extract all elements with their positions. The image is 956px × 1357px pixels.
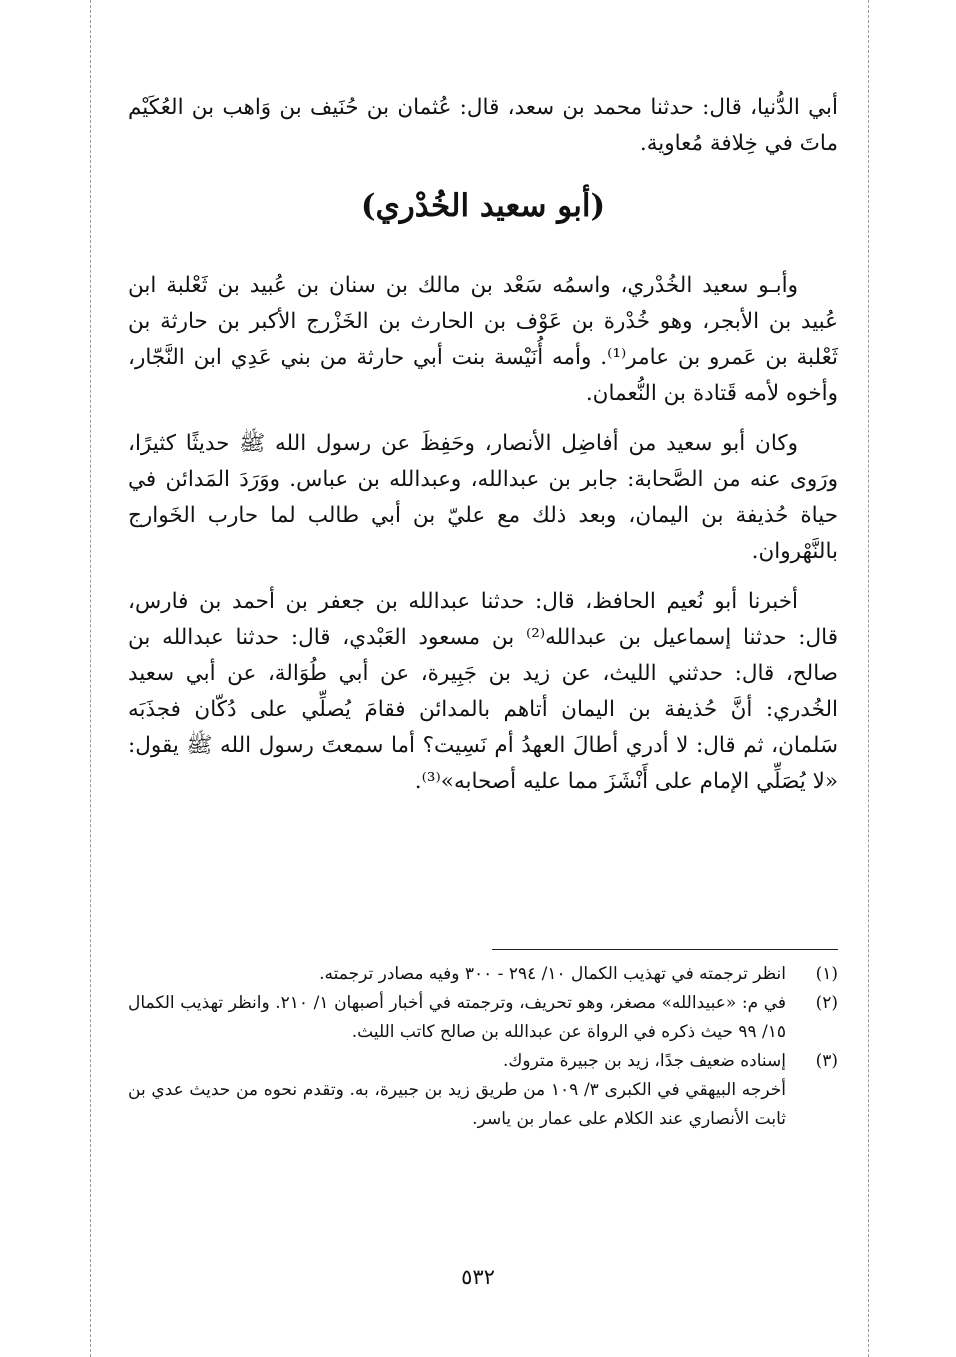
footnote-number: (٣)	[815, 1051, 838, 1071]
footnote-separator	[492, 949, 838, 950]
paragraph-3: أخبرنا أبو نُعيم الحافظ، قال: حدثنا عبدالله بن جعفر بن أحمد بن فارس، قال: حدثنا إسماعيل بن عبدالله⁽²⁾ بن مسعود العَبْدي، قال: حدثنا عبدالله بن صالح، قال: حدثني الليث، عن زيد بن جَبِيرة، عن أبي طُوَالة، عن أبي سعيد الخُدري: أنَّ حُذيفة بن اليمان أتاهم بالمدائن فقامَ يُصلِّي على دُكّان فجذَبَه سَلمان، ثم قال: لا أدري أطالَ العهدُ أم نَسِيت؟ أما سمعتَ رسول الله ﷺ يقول: «لا يُصَلِّي الإمام على أَنْشَزَ مما عليه أصحابه»⁽³⁾.	[128, 589, 838, 794]
footnote-2	[128, 989, 838, 1047]
footnote-text: انظر ترجمته في تهذيب الكمال ١٠/ ٢٩٤ - ٣٠٠ وفيه مصادر ترجمته.	[319, 964, 786, 984]
margin-line-left	[90, 0, 91, 1357]
paragraph-2: وكان أبو سعيد من أفاضِل الأنصار، وحَفِظَ عن رسول الله ﷺ حديثًا كثيرًا، ورَوى عنه من الصَّحابة: جابر بن عبدالله، وعبدالله بن عباس. ووَرَدَ المَدائن في حياة حُذيفة بن اليمان، وبعد ذلك مع عليّ بن أبي طالب لما حارب الخَوارج بالنَّهْروان.	[128, 431, 838, 564]
footnote-number: (١)	[815, 964, 838, 984]
margin-line-right	[868, 0, 869, 1357]
footnotes	[128, 960, 838, 1134]
footnote-number: (٢)	[815, 993, 838, 1013]
top-paragraph: أبي الدُّنيا، قال: حدثنا محمد بن سعد، قال: عُثمان بن حُنَيف بن وَاهب بن العُكَيْم ماتَ في خِلافة مُعاوية.	[128, 95, 838, 156]
footnote-3-continuation: أخرجه البيهقي في الكبرى ٣/ ١٠٩ من طريق زيد بن جبيرة، به. وتقدم نحوه من حديث عدي بن ثابت الأنصاري عند الكلام على عمار بن ياسر.	[128, 1080, 786, 1129]
paragraph-1: وأبـو سعيد الخُدْري، واسمُه سَعْد بن مالك بن سنان بن عُبيد بن ثَعْلبة ابن عُبيد بن الأبجر، وهو خُدْرة بن عَوْف بن الحارث بن الخَزْرج الأكبر بن حارثة بن ثَعْلبة بن عَمرو بن عامر⁽¹⁾. وأمه أُنَيْسة بنت أبي حارثة من بني عَدِي ابن النَّجّار، وأخوه لأمه قَتادة بن النُّعمان.	[128, 273, 838, 406]
page-body	[128, 90, 838, 800]
footnote-1	[128, 960, 838, 989]
page-number: ٥٣٢	[461, 1265, 495, 1289]
footnote-text: في م: «عبيدالله» مصغر، وهو تحريف، وترجمته في أخبار أصبهان ١/ ٢١٠. وانظر تهذيب الكمال ١٥/ ٩٩ حيث ذكره في الرواة عن عبدالله بن صالح كاتب الليث.	[128, 993, 786, 1042]
footnote-text: إسناده ضعيف جدًا، زيد بن جبيرة متروك.	[502, 1051, 786, 1071]
footnote-3	[128, 1047, 838, 1076]
section-heading: (أبو سعيد الخُدْري)	[360, 188, 606, 224]
